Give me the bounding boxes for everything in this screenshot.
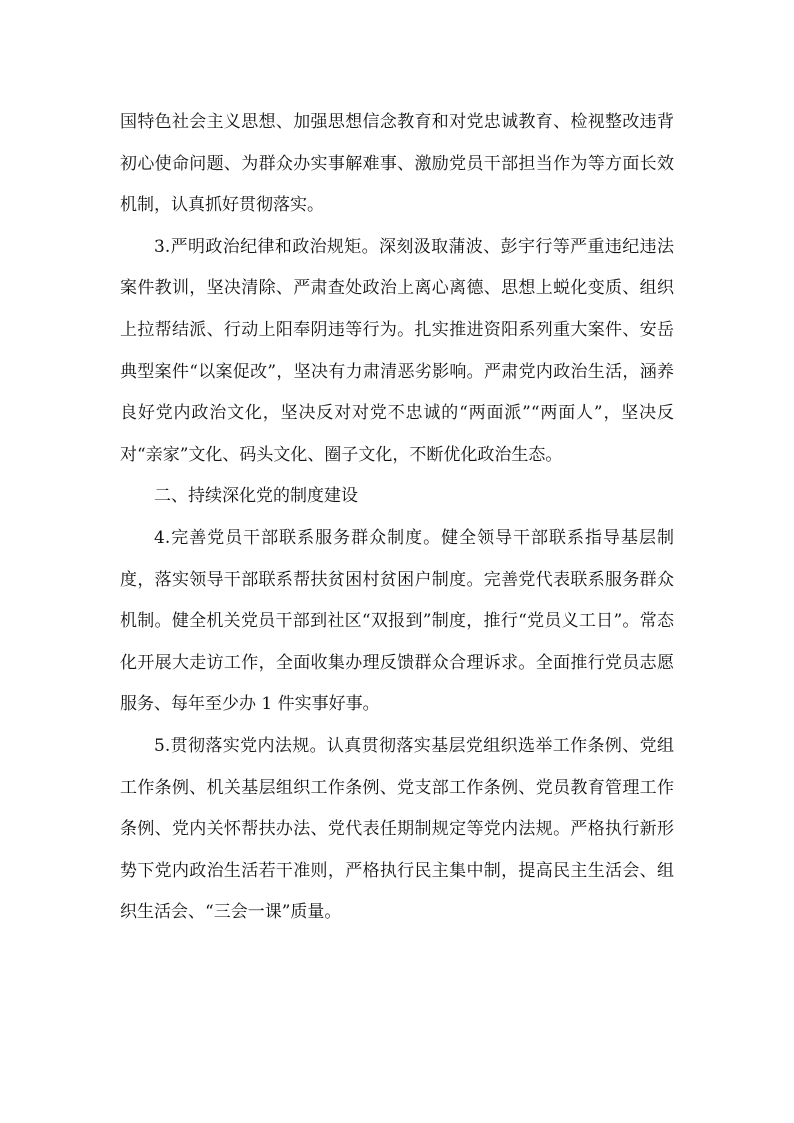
- paragraph-item-5: 5.贯彻落实党内法规。认真贯彻落实基层党组织选举工作条例、党组工作条例、机关基层组织工作条例、党支部工作条例、党员教育管理工作条例、党内关怀帮扶办法、党代表任期制规定等党内法规。严格执行新形势下党内政治生活若干准则，严格执行民主集中制，提高民主生活会、组织生活会、“三会一课”质量。: [120, 735, 674, 923]
- paragraph-continuation: 国特色社会主义思想、加强思想信念教育和对党忠诚教育、检视整改违背初心使命问题、为群众办实事解难事、激励党员干部担当作为等方面长效机制，认真抓好贯彻落实。: [120, 112, 674, 216]
- document-body: [120, 102, 674, 934]
- paragraph-item-3: 3.严明政治纪律和政治规矩。深刻汲取蒲波、彭宇行等严重违纪违法案件教训，坚决清除、严肃查处政治上离心离德、思想上蜕化变质、组织上拉帮结派、行动上阳奉阴违等行为。扎实推进资阳系列重大案件、安岳典型案件“以案促改”，坚决有力肃清恶劣影响。严肃党内政治生活，涵养良好党内政治文化，坚决反对对党不忠诚的“两面派”“两面人”，坚决反对“亲家”文化、码头文化、圈子文化，不断优化政治生态。: [120, 236, 674, 465]
- section-heading: 二、持续深化党的制度建设: [154, 486, 358, 507]
- paragraph-item-4: 4.完善党员干部联系服务群众制度。健全领导干部联系指导基层制度，落实领导干部联系帮扶贫困村贫困户制度。完善党代表联系服务群众机制。健全机关党员干部到社区“双报到”制度，推行“党员义工日”。常态化开展大走访工作，全面收集办理反馈群众合理诉求。全面推行党员志愿服务、每年至少办 1 件实事好事。: [120, 527, 674, 715]
